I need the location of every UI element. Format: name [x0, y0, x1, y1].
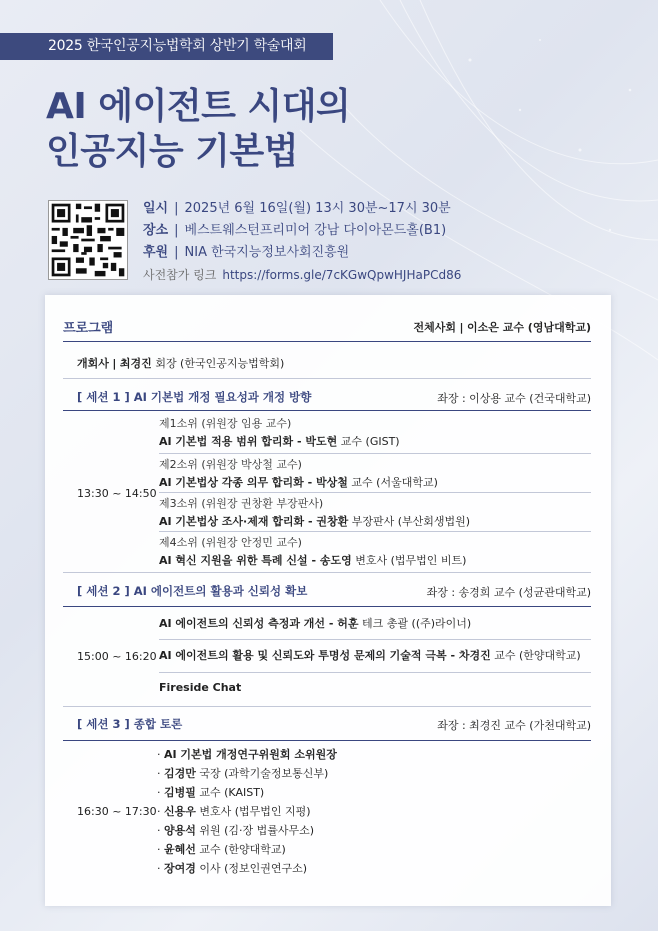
event-info	[143, 198, 461, 286]
panelist-detail: 위원 (김·장 법률사무소)	[195, 824, 315, 837]
divider	[159, 492, 591, 493]
speaker-detail: 교수 (한양대학교)	[490, 649, 581, 662]
apply-label: 사전참가 링크	[143, 268, 217, 282]
panelist-detail: 변호사 (법무법인 지평)	[195, 805, 311, 818]
panelist-item: · 신용우 변호사 (법무법인 지평)	[157, 805, 311, 818]
session-2-item	[159, 647, 581, 665]
session-1-title: [ 세션 1 ] AI 기본법 개정 필요성과 개정 방향	[77, 390, 312, 404]
divider	[159, 531, 591, 532]
speaker-detail: 테크 총괄 ((주)라이너)	[358, 617, 472, 630]
sponsor-key: 후원	[143, 245, 169, 260]
speaker-detail: 부장판사 (부산회생법원)	[348, 515, 471, 528]
subcommittee-label: 제1소위 (위원장 임용 교수)	[159, 417, 292, 430]
venue-value: 베스트웨스턴프리미어 강남 다이아몬드홀(B1)	[184, 223, 447, 238]
panelist-name: 윤혜선	[164, 843, 196, 856]
panelist-detail: 교수 (한양대학교)	[195, 843, 286, 856]
general-mc: 전체사회 | 이소은 교수 (영남대학교)	[413, 321, 591, 334]
panelist-name: 신용우	[164, 805, 196, 818]
divider	[159, 639, 591, 640]
session-2-time: 15:00 ~ 16:20	[77, 650, 157, 663]
panelist-name: AI 기본법 개정연구위원회 소위원장	[164, 748, 337, 761]
topic: AI 혁신 지원을 위한 특례 신설 - 송도영	[159, 554, 352, 567]
panelist-name: 양용석	[164, 824, 196, 837]
mc-value: 이소은 교수 (영남대학교)	[467, 321, 591, 334]
program-heading: 프로그램	[63, 321, 114, 336]
subcommittee-label: 제3소위 (위원장 권창환 부장판사)	[159, 497, 324, 510]
program-card	[45, 295, 611, 906]
separator: |	[174, 223, 179, 238]
topic: AI 기본법상 조사·제재 합리화 - 권창환	[159, 515, 349, 528]
subcommittee-label: 제2소위 (위원장 박상철 교수)	[159, 458, 302, 471]
panelist-item: · 장여경 이사 (정보인권연구소)	[157, 862, 308, 875]
divider	[63, 706, 591, 707]
panelist-detail: 교수 (KAIST)	[195, 786, 265, 799]
panelist-name: 김병필	[164, 786, 196, 799]
divider	[63, 606, 591, 607]
sponsor-row	[143, 242, 461, 264]
session-2-item	[159, 615, 471, 633]
topic: AI 에이전트의 신뢰성 측정과 개선 - 허훈	[159, 617, 359, 630]
panelist-detail: 이사 (정보인권연구소)	[195, 862, 308, 875]
divider	[63, 740, 591, 741]
speaker-detail: 변호사 (법무법인 비트)	[351, 554, 467, 567]
panelist-item: · 김경만 국장 (과학기술정보통신부)	[157, 767, 329, 780]
page-title	[46, 84, 350, 174]
speaker-detail: 교수 (서울대학교)	[347, 476, 438, 489]
date-value: 2025년 6월 16일(월) 13시 30분~17시 30분	[184, 201, 451, 216]
session-1-item	[159, 495, 470, 531]
topic: Fireside Chat	[159, 681, 242, 694]
divider	[159, 453, 591, 454]
separator: |	[174, 245, 179, 260]
speaker-detail: 교수 (GIST)	[337, 435, 400, 448]
subcommittee-label: 제4소위 (위원장 안정민 교수)	[159, 536, 302, 549]
opening-remarks: 개회사 | 최경진 회장 (한국인공지능법학회)	[77, 357, 285, 370]
separator: |	[174, 201, 179, 216]
date-key: 일시	[143, 201, 169, 216]
session-1-item	[159, 456, 438, 492]
session-1-time: 13:30 ~ 14:50	[77, 487, 157, 500]
session-3-time: 16:30 ~ 17:30	[77, 805, 157, 818]
title-line-1: AI 에이전트 시대의	[46, 86, 351, 127]
sponsor-value: NIA 한국지능정보사회진흥원	[184, 245, 350, 260]
panelist-name: 김경만	[164, 767, 196, 780]
title-line-2: 인공지능 기본법	[46, 131, 298, 172]
session-3-chair: 좌장 : 최경진 교수 (가천대학교)	[437, 719, 591, 732]
divider	[63, 410, 591, 411]
session-3-title: [ 세션 3 ] 종합 토론	[77, 717, 183, 731]
opening-detail: 회장 (한국인공지능법학회)	[155, 357, 285, 370]
session-2-chair: 좌장 : 송경희 교수 (성균관대학교)	[426, 586, 591, 599]
mc-label: 전체사회	[413, 321, 456, 334]
divider	[63, 341, 591, 342]
panelist-detail: 국장 (과학기술정보통신부)	[195, 767, 329, 780]
session-1-item	[159, 534, 466, 570]
venue-row	[143, 220, 461, 242]
panelist-item: · 양용석 위원 (김·장 법률사무소)	[157, 824, 315, 837]
session-2-item	[159, 679, 241, 697]
opening-label: 개회사	[77, 357, 109, 370]
panelist-item: · AI 기본법 개정연구위원회 소위원장	[157, 748, 337, 761]
conference-banner: 2025 한국인공지능법학회 상반기 학술대회	[0, 33, 333, 60]
opening-name: 최경진	[119, 357, 152, 370]
divider	[63, 572, 591, 573]
panelist-item: · 김병필 교수 (KAIST)	[157, 786, 265, 799]
panelist-item: · 윤혜선 교수 (한양대학교)	[157, 843, 286, 856]
apply-link[interactable]: https://forms.gle/7cKGwQpwHJHaPCd86	[222, 268, 462, 282]
apply-row	[143, 264, 461, 286]
divider	[63, 378, 591, 379]
topic: AI 에이전트의 활용 및 신뢰도와 투명성 문제의 기술적 극복 - 차경진	[159, 649, 491, 662]
panelist-name: 장여경	[164, 862, 196, 875]
session-1-chair: 좌장 : 이상용 교수 (건국대학교)	[437, 392, 591, 405]
topic: AI 기본법상 각종 의무 합리화 - 박상철	[159, 476, 348, 489]
session-1-item	[159, 415, 400, 451]
session-2-title: [ 세션 2 ] AI 에이전트의 활용과 신뢰성 확보	[77, 584, 308, 598]
qr-code-icon[interactable]	[48, 200, 128, 280]
date-row	[143, 198, 461, 220]
topic: AI 기본법 적용 범위 합리화 - 박도현	[159, 435, 338, 448]
divider	[159, 672, 591, 673]
venue-key: 장소	[143, 223, 169, 238]
